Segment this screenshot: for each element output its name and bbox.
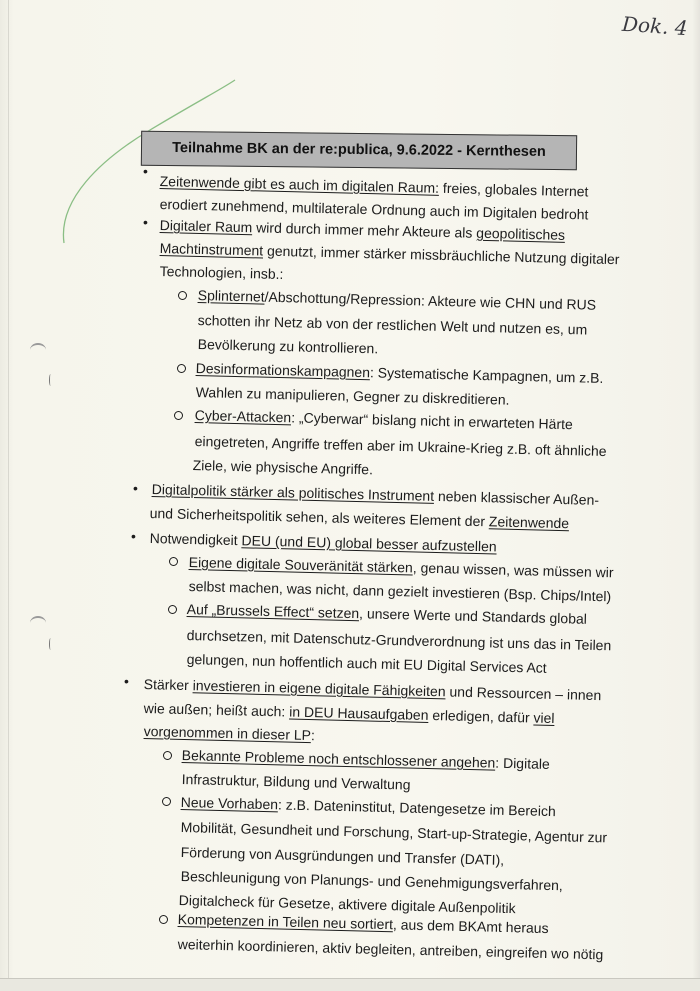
text-line: durchsetzen, mit Datenschutz-Grundverordnung ist uns das in Teilen — [186, 626, 612, 654]
text-line: Auf „Brussels Effect“ setzen, unsere Werte und Standards global — [186, 600, 588, 627]
text-line: Eigene digitale Souveränität stärken, genau wissen, was müssen wir — [188, 553, 614, 581]
bullet-icon: • — [133, 480, 138, 496]
sub-bullet-icon — [163, 751, 172, 760]
text-line: Machtinstrument genutzt, immer stärker missbräuchliche Nutzung digitaler — [159, 239, 620, 268]
text-line: Digitaler Raum wird durch immer mehr Akteure als geopolitisches — [159, 216, 566, 243]
bullet-icon: • — [124, 673, 129, 689]
text-line: selbst machen, was nicht, dann gezielt investieren (Bsp. Chips/Intel) — [188, 577, 612, 605]
text-line: Digitalcheck für Gesetze, aktivere digitale Außenpolitik — [178, 891, 516, 917]
text-line: Infrastruktur, Bildung und Verwaltung — [181, 770, 411, 793]
text-line: Splinternet/Abschottung/Repression: Akteure wie CHN und RUS — [197, 286, 597, 313]
text-line: Bekannte Probleme noch entschlossener angehen: Digitale — [181, 746, 550, 772]
bullet-icon: • — [143, 214, 148, 230]
sub-bullet-icon — [174, 411, 183, 420]
text-line: Desinformationskampagnen: Systematische Kampagnen, um z.B. — [195, 359, 604, 386]
sub-bullet-icon — [178, 291, 187, 300]
text-line: erodiert zunehmend, multilaterale Ordnung auch im Digitalen bedroht — [159, 195, 589, 223]
sub-bullet-icon — [168, 605, 177, 614]
bullet-icon: • — [143, 163, 148, 179]
text-line: weiterhin koordinieren, aktiv begleiten, antreiben, eingreifen wo nötig — [177, 935, 604, 963]
text-line: Cyber-Attacken: „Cyberwar“ bislang nicht in erwarteten Härte — [194, 406, 573, 433]
text-line: gelungen, nun hoffentlich auch mit EU Digital Services Act — [186, 650, 547, 676]
text-line: wie außen; heißt auch: in DEU Hausaufgaben erledigen, dafür viel — [143, 699, 555, 727]
text-line: Kompetenzen in Teilen neu sortiert, aus dem BKAmt heraus — [177, 910, 549, 937]
text-line: Mobilität, Gesundheit und Forschung, Start-up-Strategie, Agentur zur — [180, 818, 608, 846]
text-line: Wahlen zu manipulieren, Gegner zu diskreditieren. — [195, 383, 510, 408]
text-line: vorgenommen in dieser LP: — [143, 722, 316, 744]
text-line: Digitalpolitik stärker als politisches Instrument neben klassischer Außen- — [151, 480, 600, 508]
bullet-icon: • — [131, 528, 136, 544]
text-line: Stärker investieren in eigene digitale Fähigkeiten und Ressourcen – innen — [143, 675, 602, 704]
text-line: und Sicherheitspolitik sehen, als weiteres Element der Zeitenwende — [149, 504, 570, 532]
text-line: Beschleunigung von Planungs- und Genehmigungsverfahren, — [180, 867, 563, 894]
text-line: Bevölkerung zu kontrollieren. — [197, 335, 379, 357]
document-title: Teilnahme BK an der re:publica, 9.6.2022 - Kernthesen — [141, 131, 577, 171]
text-line: schotten ihr Netz ab von der restlichen Welt und nutzen es, um — [197, 311, 588, 338]
sub-bullet-icon — [159, 915, 168, 924]
text-line: Ziele, wie physische Angriffe. — [192, 456, 374, 478]
sub-bullet-icon — [162, 797, 171, 806]
sub-bullet-icon — [169, 557, 178, 566]
handwritten-doc-label: Dok. 4 — [621, 11, 689, 41]
text-line: Technologien, insb.: — [159, 262, 284, 283]
sub-bullet-icon — [177, 364, 186, 373]
text-line: eingetreten, Angriffe treffen aber im Ukraine-Krieg z.B. oft ähnliche — [194, 432, 607, 460]
text-line: Notwendigkeit DEU (und EU) global besser aufzustellen — [149, 529, 497, 555]
text-line: Förderung von Ausgründungen und Transfer (DATI), — [180, 843, 505, 868]
text-line: Neue Vorhaben: z.B. Dateninstitut, Datengesetze im Bereich — [180, 793, 556, 820]
text-line: Zeitenwende gibt es auch im digitalen Raum: freies, globales Internet — [159, 172, 589, 200]
